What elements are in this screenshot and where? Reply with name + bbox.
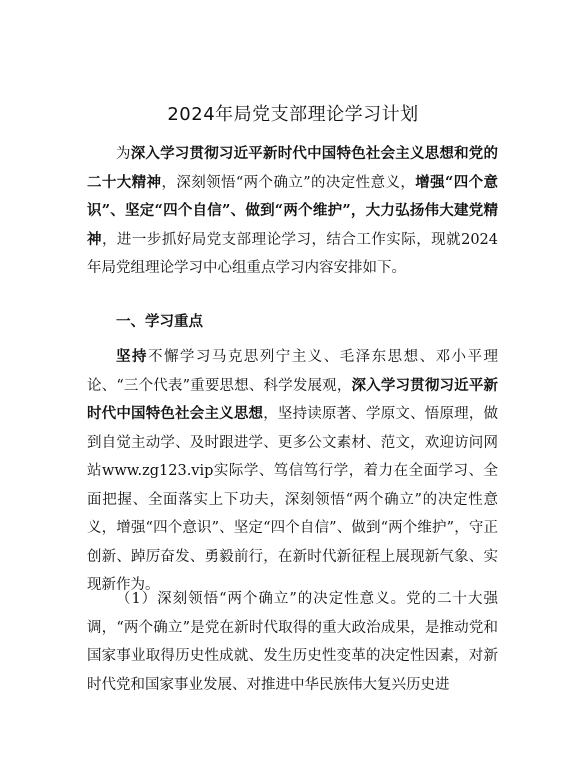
intro-paragraph [87,140,498,283]
intro-rest: ，进一步抓好局党支部理论学习，结合工作实际，现就2024年局党组理论学习中心组重点学习内容安排如下。 [87,231,498,276]
intro-prefix: 为 [116,146,131,162]
item-1-text: 党的二十大强调，“两个确立”是党在新时代取得的重大政治成果，是推动党和国家事业取得历史性成就、发生历史性变革的决定性因素，对新时代党和国家事业发展、对推进中华民族伟大复兴历史进 [87,591,498,693]
intro-bold-1: 深入学习贯彻习近平新时代中国特色社会主义思想和党的二十大精神 [87,145,499,191]
intro-mid-1: ，深刻领悟“两个确立”的决定性意义， [161,174,416,191]
item-1-paragraph [87,585,498,699]
document-title: 2024年局党支部理论学习计划 [167,104,419,125]
study-focus-bold-1: 坚持 [116,348,148,365]
intro-bold-2: 增强“四个意识”、坚定“四个自信”、做到“两个维护”，大力弘扬伟大建党精神 [87,173,499,248]
study-focus-bold-2: 深入学习贯彻习近平新时代中国特色社会主义思想 [87,376,499,422]
study-focus-text-2: ，坚持读原著、学原文、悟原理，做到自觉主动学、及时跟进学、更多公文素材、范文，欢迎访问网站www.zg123.vip实际学、笃信笃行学，着力在全面学习、全面把握、全面落实上下功夫，深刻领悟“两个确立”的决定性意义，增强“四个意识”、坚定“四个自信”、做到“两个维护”，守正创新、踔厉奋发、勇毅前行，在新时代新征程上展现新气象、实现新作为。 [87,406,499,593]
study-focus-text-1: 不懈学习马克思列宁主义、毛泽东思想、邓小平理论、“三个代表”重要思想、科学发展观， [87,349,499,394]
item-1-label: （1）深刻领悟“两个确立”的决定性意义。 [116,591,407,607]
study-focus-paragraph [87,343,498,600]
section-heading-study-focus: 一、学习重点 [116,314,203,330]
